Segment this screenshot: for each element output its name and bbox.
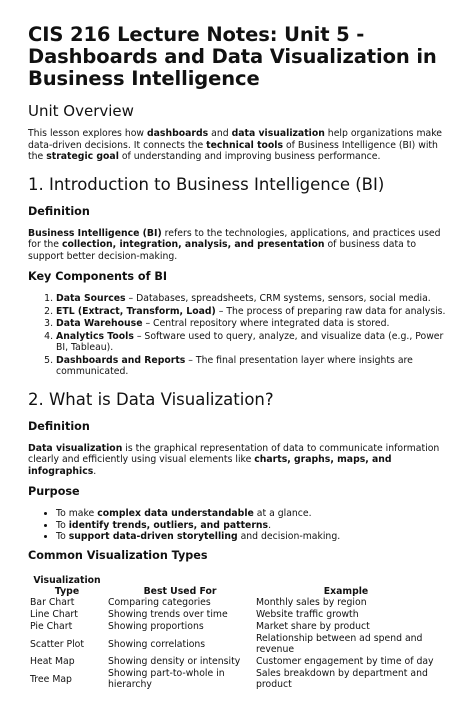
visualization-types-table: [28, 572, 438, 691]
table-row: [28, 621, 438, 633]
table-row: [28, 597, 438, 609]
table-row: [28, 668, 438, 691]
section-2-definition-heading: Definition: [28, 419, 90, 433]
table-row: [28, 609, 438, 621]
table-cell: Showing trends over time: [108, 609, 228, 620]
list-item: 1. Data Sources – Databases, spreadsheets, CRM systems, sensors, social media.: [56, 293, 446, 305]
list-item: • To make complex data understandable at a glance.: [56, 508, 446, 520]
table-cell: Market share by product: [256, 621, 370, 632]
table-cell: Relationship between ad spend and revenue: [256, 633, 423, 655]
table-cell: Website traffic growth: [256, 609, 359, 620]
list-item: 5. Dashboards and Reports – The final presentation layer where insights are communicated.: [56, 355, 446, 378]
table-header-row: [28, 572, 438, 597]
data-visualization-definition-paragraph: Data visualization is the graphical representation of data to communicate information clearly and efficiently using visual elements like charts, graphs, maps, and infographics.: [28, 442, 440, 477]
table-cell: Heat Map: [30, 656, 75, 667]
bi-definition-paragraph: Business Intelligence (BI) refers to the technologies, applications, and practices used for the collection, integration, analysis, and presentation of business data to support better decision-making.: [28, 227, 441, 262]
table-cell: Sales breakdown by department and product: [256, 668, 428, 690]
table-cell: Line Chart: [30, 609, 78, 620]
table-header-cell: Visualization Type: [33, 574, 101, 597]
list-item: • To support data-driven storytelling and decision-making.: [56, 531, 446, 543]
table-cell: Scatter Plot: [30, 638, 85, 650]
unit-overview-heading: Unit Overview: [28, 102, 134, 120]
table-cell: Comparing categories: [108, 597, 211, 608]
list-item: • To identify trends, outliers, and patterns.: [56, 520, 446, 532]
table-cell: Showing proportions: [108, 621, 204, 632]
table-cell: Bar Chart: [30, 597, 75, 608]
visualization-types-heading: Common Visualization Types: [28, 548, 208, 562]
table-cell: Showing correlations: [108, 638, 206, 650]
table-row: [28, 633, 438, 656]
list-item: 2. ETL (Extract, Transform, Load) – The process of preparing raw data for analysis.: [56, 306, 446, 318]
table-cell: Showing part-to-whole in hierarchy: [108, 668, 225, 690]
list-item: 4. Analytics Tools – Software used to query, analyze, and visualize data (e.g., Power BI, Tableau).: [56, 331, 446, 354]
table-cell: Pie Chart: [30, 621, 73, 632]
purpose-list: [28, 508, 446, 543]
table-row: [28, 656, 438, 668]
section-1-heading: 1. Introduction to Business Intelligence (BI): [28, 174, 385, 194]
key-components-heading: Key Components of BI: [28, 270, 168, 283]
table-header-cell: Example: [323, 585, 369, 597]
page-title: CIS 216 Lecture Notes: Unit 5 - Dashboards and Data Visualization in Business Intelligence: [28, 23, 437, 90]
section-2-heading: 2. What is Data Visualization?: [28, 389, 274, 409]
section-1-definition-heading: Definition: [28, 204, 90, 218]
table-cell: Showing density or intensity: [108, 656, 241, 667]
table-cell: Monthly sales by region: [256, 597, 367, 608]
purpose-heading: Purpose: [28, 485, 80, 498]
table-header-cell: Best Used For: [143, 585, 217, 597]
table-cell: Tree Map: [30, 673, 72, 685]
table-cell: Customer engagement by time of day: [256, 656, 434, 667]
key-components-list: [28, 293, 446, 378]
list-item: 3. Data Warehouse – Central repository where integrated data is stored.: [56, 318, 446, 330]
unit-overview-paragraph: This lesson explores how dashboards and data visualization help organizations make data-driven decisions. It connects the technical tools of Business Intelligence (BI) with the strategic goal of understanding and improving business performance.: [28, 128, 442, 162]
